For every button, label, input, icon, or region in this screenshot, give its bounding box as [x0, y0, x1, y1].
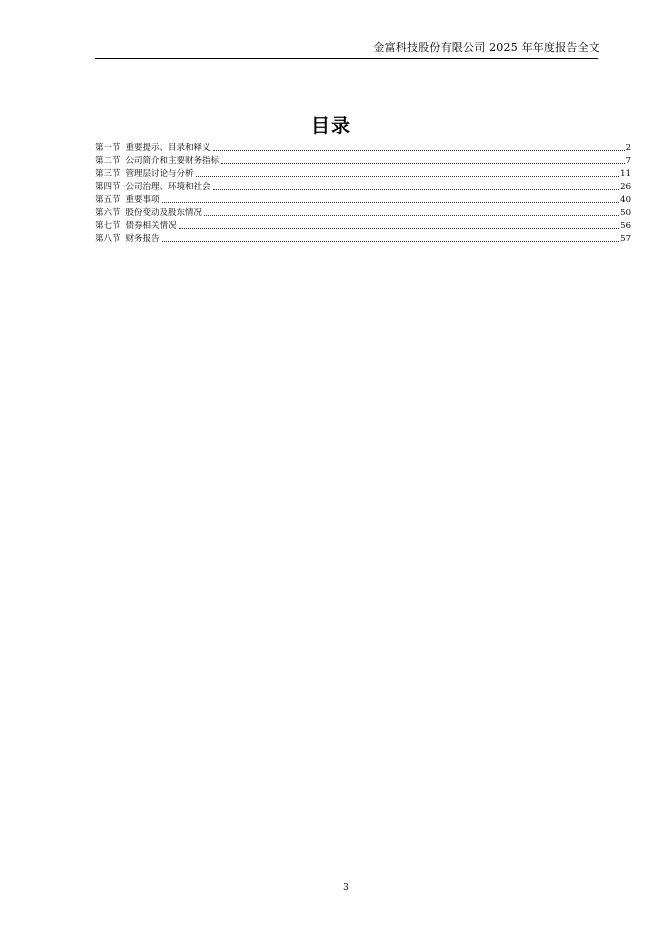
toc-section-number: 第七节 [95, 221, 121, 231]
toc-page-number: 26 [620, 182, 631, 192]
toc-section-number: 第四节 [95, 182, 121, 192]
toc-page-number: 57 [620, 234, 631, 244]
toc-section-title: 管理层讨论与分析 [125, 169, 194, 179]
toc-section-title: 公司简介和主要财务指标 [125, 156, 220, 166]
toc-section-number: 第一节 [95, 143, 121, 153]
toc-entry-6[interactable] [95, 206, 631, 219]
table-of-contents [95, 141, 631, 245]
toc-title: 目录 [310, 115, 351, 137]
toc-section-number: 第五节 [95, 195, 121, 205]
page-number: 3 [343, 883, 349, 893]
toc-page-number: 2 [625, 143, 631, 153]
toc-page-number: 56 [620, 221, 631, 231]
toc-section-title: 公司治理、环境和社会 [125, 182, 211, 192]
toc-dot-leader [162, 201, 620, 203]
toc-entry-1[interactable] [95, 141, 631, 154]
toc-dot-leader [162, 240, 620, 242]
toc-dot-leader [204, 214, 619, 216]
toc-page-number: 7 [625, 156, 631, 166]
toc-section-number: 第六节 [95, 208, 121, 218]
toc-dot-leader [213, 149, 625, 151]
running-header: 金富科技股份有限公司 2025 年年度报告全文 [373, 41, 600, 54]
toc-entry-7[interactable] [95, 219, 631, 232]
toc-page-number: 50 [620, 208, 631, 218]
toc-dot-leader [221, 162, 625, 164]
toc-dot-leader [196, 175, 620, 177]
toc-section-title: 重要事项 [125, 195, 160, 205]
toc-dot-leader [213, 188, 620, 190]
toc-section-number: 第三节 [95, 169, 121, 179]
toc-section-number: 第二节 [95, 156, 121, 166]
toc-page-number: 11 [620, 169, 631, 179]
toc-section-title: 财务报告 [125, 234, 160, 244]
toc-entry-4[interactable] [95, 180, 631, 193]
toc-dot-leader [179, 227, 620, 229]
toc-section-title: 重要提示、目录和释义 [125, 143, 211, 153]
header-rule [95, 58, 598, 59]
toc-entry-3[interactable] [95, 167, 631, 180]
toc-entry-8[interactable] [95, 232, 631, 245]
toc-section-title: 股份变动及股东情况 [125, 208, 203, 218]
toc-entry-2[interactable] [95, 154, 631, 167]
toc-section-title: 债券相关情况 [125, 221, 177, 231]
toc-page-number: 40 [620, 195, 631, 205]
toc-entry-5[interactable] [95, 193, 631, 206]
toc-section-number: 第八节 [95, 234, 121, 244]
